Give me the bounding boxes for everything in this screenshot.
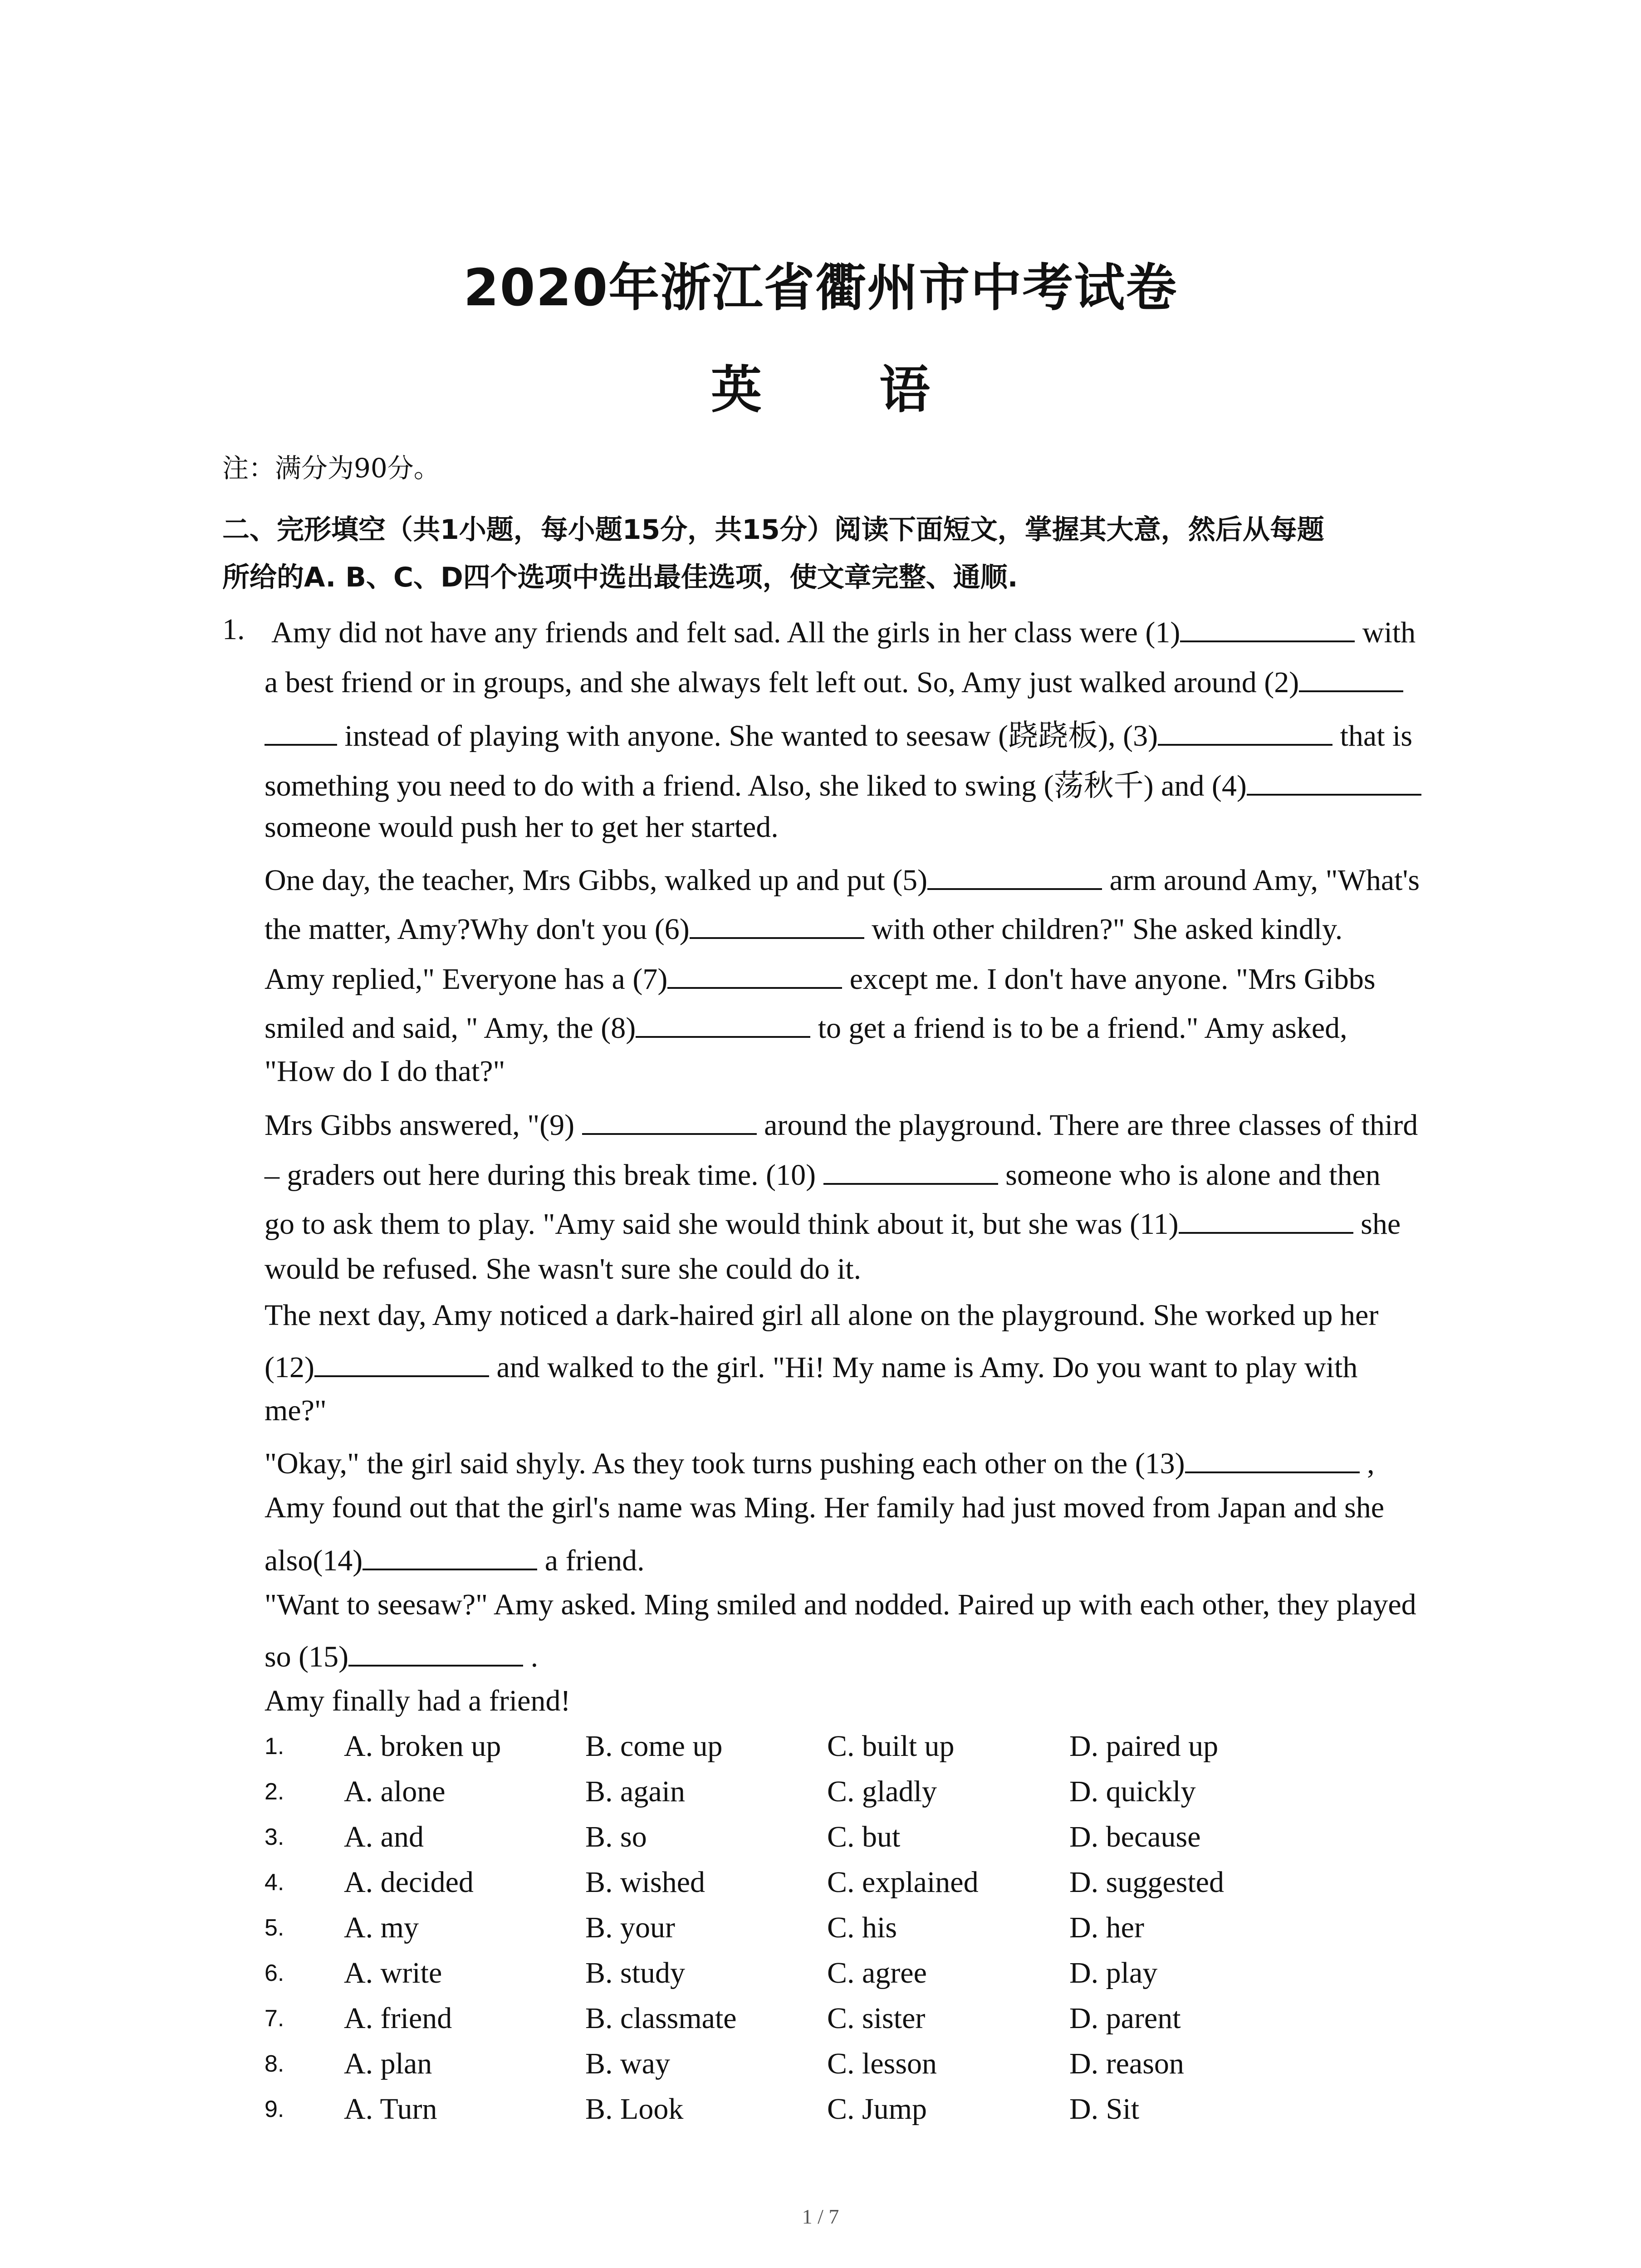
option-a: A. broken up (344, 1730, 501, 1763)
option-d: D. paired up (1069, 1730, 1219, 1763)
passage-text: "How do I do that?" (265, 1055, 505, 1088)
passage-line (265, 1684, 570, 1718)
passage-text: Mrs Gibbs answered, "(9) (265, 1109, 582, 1142)
exam-title: 2020年浙江省衢州市中考试卷 (463, 259, 1178, 318)
option-c: C. his (827, 1911, 897, 1944)
passage-text: would be refused. She wasn't sure she could do it. (265, 1252, 862, 1286)
score-note: 注：满分为90分。 (222, 453, 440, 484)
passage-line (265, 1491, 1384, 1525)
option-row-number: 9. (265, 2096, 284, 2122)
passage-text: – graders out here during this break time. (10) (265, 1158, 823, 1192)
answer-blank (636, 1008, 810, 1038)
passage-text: "Want to seesaw?" Amy asked. Ming smiled and nodded. Paired up with each other, they played (265, 1588, 1416, 1621)
passage-text: around the playground. There are three classes of third (756, 1109, 1418, 1142)
passage-text: that is (1332, 719, 1413, 753)
section-heading-line-1: 二、完形填空（共1小题，每小题15分，共15分）阅读下面短文，掌握其大意，然后从每题 (222, 514, 1324, 546)
passage-text: Amy replied," Everyone has a (7) (265, 963, 668, 996)
passage-text: "Okay," the girl said shyly. As they took turns pushing each other on the (13) (265, 1447, 1185, 1480)
option-b: B. Look (585, 2092, 684, 2126)
passage-line (265, 1252, 861, 1286)
passage-text: and walked to the girl. "Hi! My name is Amy. Do you want to play with (489, 1351, 1358, 1384)
passage-line (265, 1347, 1357, 1385)
passage-line (265, 959, 1376, 997)
passage-line (271, 612, 1416, 650)
passage-line (265, 1443, 1375, 1481)
option-c: C. agree (827, 1956, 927, 1989)
question-number: 1. (222, 613, 245, 646)
answer-blank (667, 959, 842, 989)
passage-line (265, 662, 1403, 700)
answer-blank (362, 1540, 537, 1570)
option-c: C. built up (827, 1730, 955, 1763)
option-b: B. so (585, 1820, 647, 1853)
option-row-number: 8. (265, 2051, 284, 2077)
option-b: B. wished (585, 1866, 705, 1899)
passage-text: , (1359, 1447, 1375, 1480)
passage-text: go to ask them to play. "Amy said she would think about it, but she was (11) (265, 1207, 1179, 1241)
passage-text: the matter, Amy?Why don't you (6) (265, 913, 690, 946)
passage-text: One day, the teacher, Mrs Gibbs, walked up and put (5) (265, 864, 928, 897)
answer-blank (927, 860, 1102, 890)
section-heading-line-2: 所给的A. B、C、D四个选项中选出最佳选项，使文章完整、通顺. (222, 562, 1018, 593)
option-a: A. decided (344, 1866, 474, 1899)
answer-blank (314, 1347, 489, 1377)
option-c: C. Jump (827, 2092, 927, 2126)
passage-text: she (1353, 1207, 1401, 1241)
subject-title: 英 语 (711, 361, 980, 420)
option-a: A. alone (344, 1775, 446, 1808)
passage-line (265, 1540, 645, 1578)
option-b: B. classmate (585, 2002, 737, 2035)
option-row-number: 5. (265, 1915, 284, 1941)
option-c: C. sister (827, 2002, 926, 2035)
option-c: C. gladly (827, 1775, 937, 1808)
option-b: B. way (585, 2047, 670, 2080)
passage-text: also(14) (265, 1544, 363, 1577)
passage-text: someone who is alone and then (998, 1158, 1381, 1192)
passage-text: except me. I don't have anyone. "Mrs Gibbs (842, 963, 1376, 996)
option-b: B. come up (585, 1730, 723, 1763)
passage-text: smiled and said, " Amy, the (8) (265, 1012, 636, 1045)
passage-line (265, 1105, 1418, 1143)
passage-text: Amy finally had a friend! (265, 1684, 571, 1717)
option-b: B. study (585, 1956, 686, 1989)
answer-blank (1185, 1443, 1360, 1473)
passage-line (265, 860, 1420, 898)
option-d: D. play (1069, 1956, 1158, 1989)
option-a: A. and (344, 1820, 424, 1853)
option-d: D. quickly (1069, 1775, 1196, 1808)
passage-text: instead of playing with anyone. She wanted to seesaw (跷跷板), (3) (337, 719, 1158, 753)
passage-text: a best friend or in groups, and she always felt left out. So, Amy just walked around (2) (265, 666, 1299, 699)
passage-text: a friend. (537, 1544, 645, 1577)
option-row-number: 3. (265, 1824, 284, 1850)
option-a: A. my (344, 1911, 419, 1944)
passage-line (265, 810, 779, 845)
passage-line (265, 1008, 1347, 1046)
option-d: D. reason (1069, 2047, 1184, 2080)
option-row-number: 7. (265, 2005, 284, 2032)
option-d: D. her (1069, 1911, 1144, 1944)
answer-blank (1158, 716, 1332, 746)
answer-blank (1180, 612, 1355, 642)
passage-text: . (523, 1640, 539, 1673)
answer-blank (1179, 1204, 1353, 1234)
answer-blank (348, 1637, 523, 1667)
page-number: 1 / 7 (802, 2205, 839, 2228)
option-c: C. explained (827, 1866, 979, 1899)
option-c: C. but (827, 1820, 901, 1853)
passage-line (265, 711, 1412, 754)
passage-text: something you need to do with a friend. Also, she liked to swing (荡秋千) and (4) (265, 769, 1247, 802)
option-row-number: 2. (265, 1779, 284, 1805)
option-a: A. Turn (344, 2092, 437, 2126)
answer-blank (1299, 662, 1403, 692)
passage-text: Amy found out that the girl's name was Ming. Her family had just moved from Japan and she (265, 1491, 1385, 1524)
answer-blank (823, 1155, 998, 1185)
option-d: D. because (1069, 1820, 1201, 1853)
option-b: B. your (585, 1911, 675, 1944)
option-d: D. suggested (1069, 1866, 1224, 1899)
passage-text: (12) (265, 1351, 314, 1384)
passage-text: arm around Amy, "What's (1102, 864, 1420, 897)
passage-text: Amy did not have any friends and felt sad. All the girls in her class were (1) (271, 616, 1181, 649)
option-a: A. friend (344, 2002, 452, 2035)
option-a: A. write (344, 1956, 442, 1989)
passage-text: to get a friend is to be a friend." Amy asked, (810, 1012, 1347, 1045)
option-d: D. Sit (1069, 2092, 1140, 2126)
passage-text: The next day, Amy noticed a dark-haired girl all alone on the playground. She worked up her (265, 1299, 1379, 1332)
option-row-number: 1. (265, 1733, 284, 1760)
passage-line (265, 1054, 505, 1089)
answer-blank (690, 909, 864, 939)
answer-blank (265, 716, 337, 746)
option-row-number: 6. (265, 1960, 284, 1986)
option-a: A. plan (344, 2047, 432, 2080)
passage-text: with other children?" She asked kindly. (864, 913, 1343, 946)
answer-blank (582, 1105, 757, 1135)
passage-line (265, 1155, 1381, 1193)
passage-text: with (1355, 616, 1416, 649)
answer-blank (1247, 766, 1421, 796)
passage-line (265, 909, 1342, 947)
option-row-number: 4. (265, 1869, 284, 1896)
option-d: D. parent (1069, 2002, 1181, 2035)
passage-text: so (15) (265, 1640, 349, 1673)
option-b: B. again (585, 1775, 685, 1808)
passage-line (265, 1588, 1416, 1622)
passage-line (265, 761, 1421, 804)
option-c: C. lesson (827, 2047, 937, 2080)
passage-line (265, 1637, 538, 1674)
passage-line (265, 1393, 327, 1428)
passage-text: someone would push her to get her started. (265, 811, 779, 844)
passage-line (265, 1298, 1378, 1333)
passage-text: me?" (265, 1394, 327, 1427)
passage-line (265, 1204, 1401, 1242)
